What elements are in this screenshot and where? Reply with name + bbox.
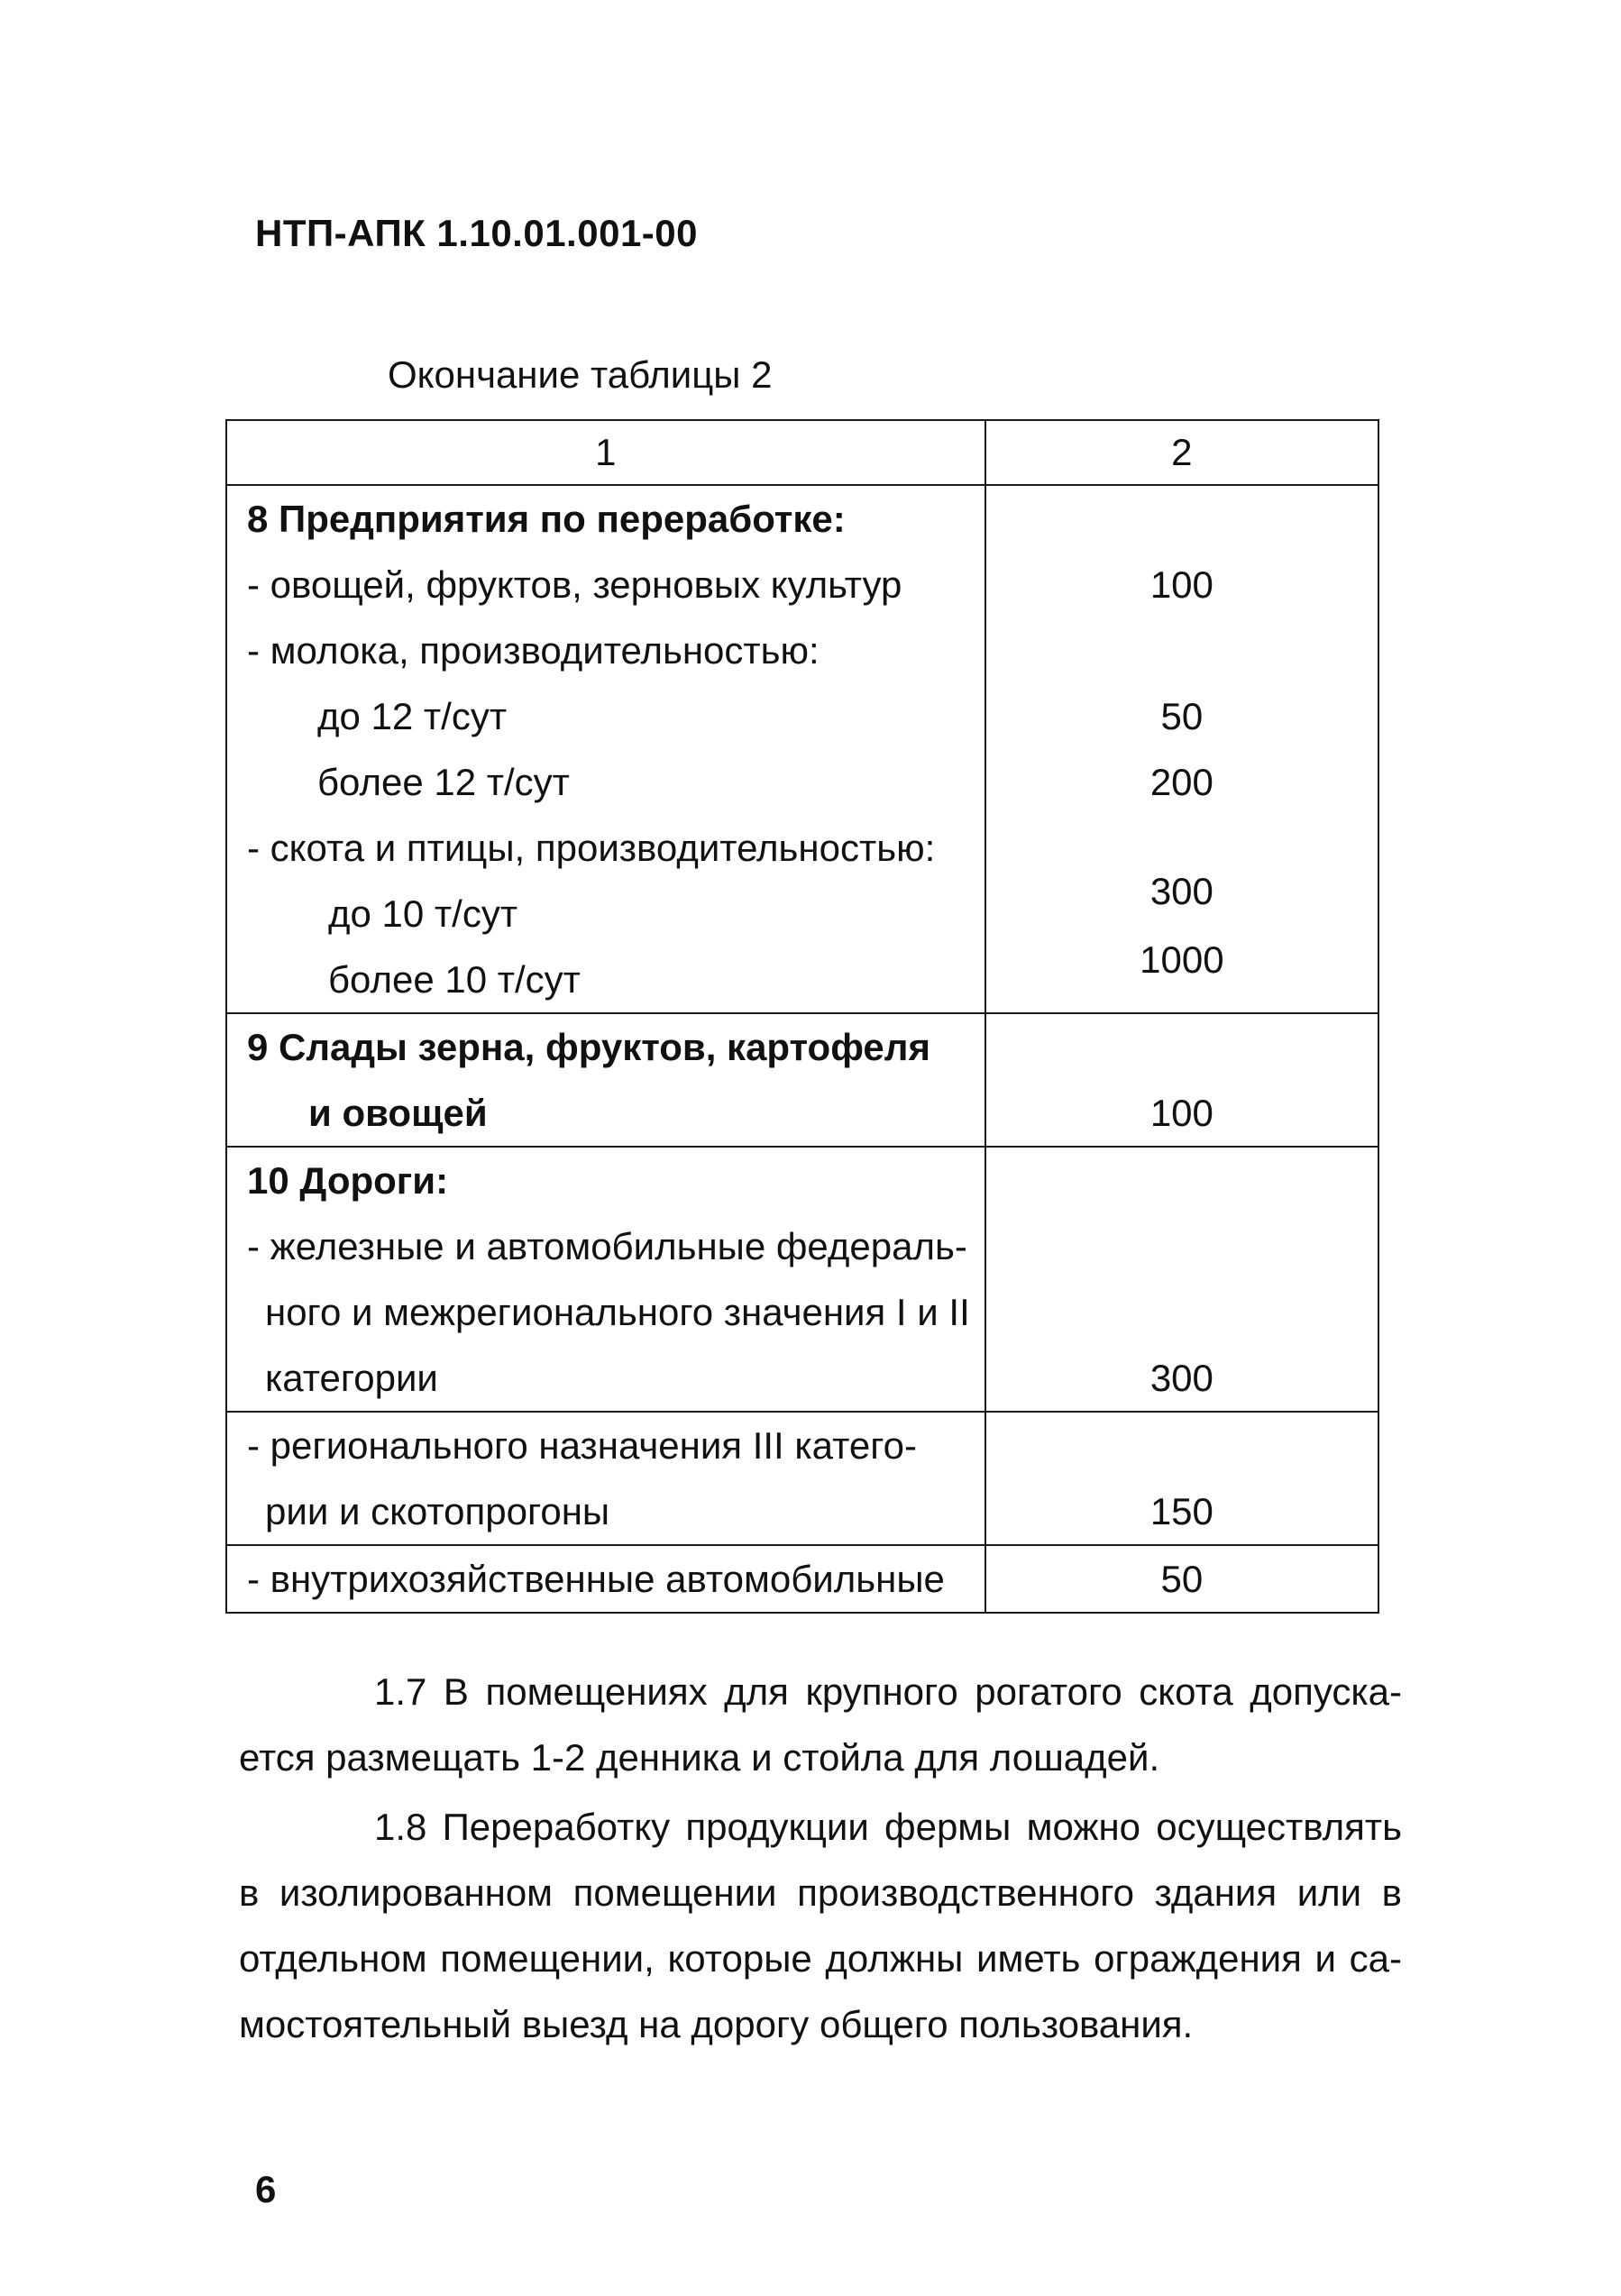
norms-table — [225, 419, 1379, 1614]
column-header-2: 2 — [985, 420, 1378, 485]
section-8-line: более 10 т/сут — [328, 958, 581, 1001]
regional-value: 150 — [1149, 1490, 1213, 1532]
paragraph-line: ется размещать 1-2 денника и стойла для лошадей. — [239, 1736, 1160, 1779]
paragraph-line: 1.7 В помещениях для крупного рогатого скота допуска- — [374, 1670, 1402, 1713]
paragraph-1-8 — [239, 1794, 1402, 2057]
paragraph-line: отдельном помещении, которые должны иметь ограждения и са- — [239, 1937, 1402, 1980]
section-9-title: 9 Слады зерна, фруктов, картофеля — [247, 1026, 930, 1068]
internal-value: 50 — [1160, 1558, 1204, 1600]
paragraph-line: мостоятельный выезд на дорогу общего пользования. — [239, 2003, 1194, 2045]
column-header-1: 1 — [226, 420, 985, 485]
table-row-section-9 — [226, 1013, 1378, 1147]
section-10-line: - железные и автомобильные федераль- — [247, 1225, 967, 1267]
paragraph-line: в изолированном помещении производственного здания или в — [239, 1871, 1402, 1914]
table-row-section-8 — [226, 485, 1378, 1013]
document-code: НТП-АПК 1.10.01.001-00 — [255, 212, 699, 254]
paragraph-line: 1.8 Переработку продукции фермы можно осуществлять — [374, 1806, 1402, 1848]
section-8-value: 100 — [1149, 563, 1213, 606]
page-number: 6 — [255, 2168, 277, 2210]
section-10-title: 10 Дороги: — [247, 1159, 449, 1202]
section-8-value: 200 — [1149, 761, 1213, 803]
section-8-value: 50 — [1160, 695, 1204, 737]
table-row-internal — [226, 1545, 1378, 1613]
table-row-section-10 — [226, 1147, 1378, 1412]
section-8-line: до 12 т/сут — [317, 695, 508, 737]
section-8-title: 8 Предприятия по переработке: — [247, 498, 846, 540]
section-9-value: 100 — [1149, 1092, 1213, 1134]
section-9-title-cont: и овощей — [308, 1092, 488, 1134]
section-8-value: 1000 — [1140, 938, 1224, 981]
section-10-line: ного и межрегионального значения I и II — [265, 1291, 970, 1333]
section-8-line: - молока, производительностью: — [247, 629, 820, 672]
table-row-regional — [226, 1412, 1378, 1545]
regional-line: рии и скотопрогоны — [265, 1490, 610, 1532]
table-header-row — [226, 420, 1378, 485]
internal-line: - внутрихозяйственные автомобильные — [247, 1558, 945, 1600]
section-8-line: более 12 т/сут — [317, 761, 570, 803]
section-8-line: до 10 т/сут — [328, 892, 518, 935]
regional-line: - регионального назначения III катего- — [247, 1424, 917, 1467]
section-10-line: категории — [265, 1357, 438, 1399]
paragraph-1-7 — [239, 1659, 1402, 1790]
section-10-value: 300 — [1149, 1357, 1213, 1399]
section-8-value: 300 — [1149, 870, 1213, 912]
table-caption: Окончание таблицы 2 — [388, 353, 773, 396]
section-8-line: - овощей, фруктов, зерновых культур — [247, 563, 902, 606]
section-8-line: - скота и птицы, производительностью: — [247, 827, 936, 869]
